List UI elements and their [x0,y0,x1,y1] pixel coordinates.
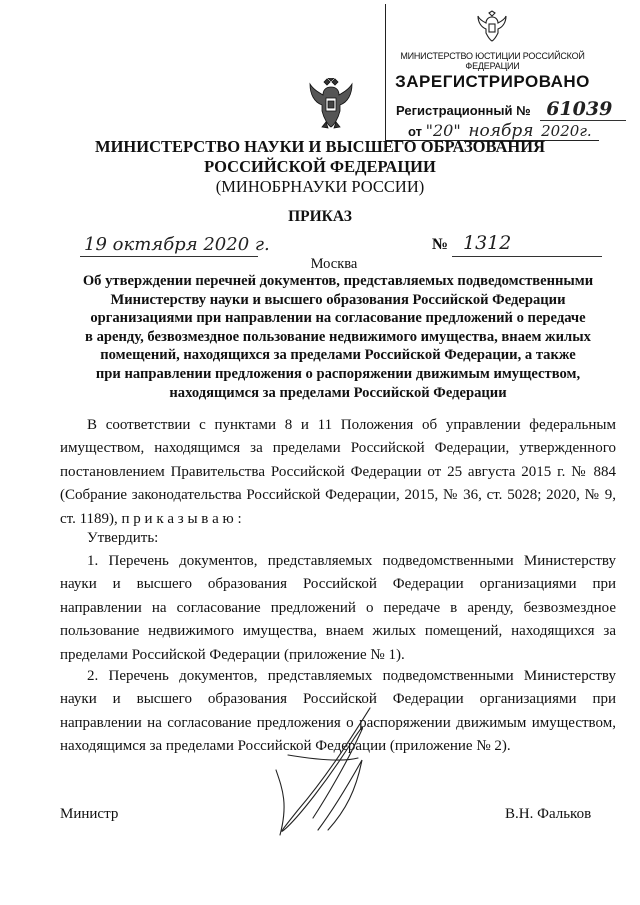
item-2-paragraph: 2. Перечень документов, представляемых подведомственными Министерству науки и высшего образования Российской Федерации организациями при направлении на согласование предложения о распоряжении движимым имуществом, находящимся за пределами Российской Федерации (приложение № 2). [60,668,616,755]
ministry-name-line2: РОССИЙСКОЙ ФЕДЕРАЦИИ [204,157,436,176]
title-line: организациями при направлении на согласование предложений о передаче [90,310,586,327]
document-type: ПРИКАЗ [288,208,352,225]
handwritten-signature [258,700,408,850]
item-1-paragraph: 1. Перечень документов, представляемых подведомственными Министерству науки и высшего образования Российской Федерации организациями при направлении на согласование предложений о передаче в аренду, безвозмездное пользование недвижимого имущества, внаем жилых помещений, находящихся за пределами Российской Федерации (приложение № 1). [60,553,616,663]
order-date: 19 октября 2020 г. [84,234,270,255]
title-line: Министерству науки и высшего образования Российской Федерации [110,291,566,308]
coat-of-arms-icon [307,78,355,134]
stamp-coat-of-arms-icon [476,10,508,44]
stamp-date-prefix: от [408,124,422,139]
title-line: Об утверждении перечней документов, представляемых подведомственными [82,273,594,289]
stamp-title: ЗАРЕГИСТРИРОВАНО [395,72,590,91]
ministry-name-line1: МИНИСТЕРСТВО НАУКИ И ВЫСШЕГО ОБРАЗОВАНИЯ [95,137,545,156]
order-title [60,272,616,402]
title-line: помещений, находящихся за пределами Российской Федерации, а также [100,347,576,364]
intro-paragraph: В соответствии с пунктами 8 и 11 Положения об управлении федеральным имуществом, находящимся за пределами Российской Федерации, утвержденного постановлением Правительства Российской Федерации от 25 августа 2015 г. № 884 (Собрание законодательства Российской Федерации, 2015, № 36, ст. 5028; 2020, № 9, ст. 1189), п р и к а з ы в а ю : [60,417,616,527]
registration-stamp [385,4,613,141]
approve-paragraph: Утвердить: [87,530,159,546]
stamp-date-month: ноября [464,121,537,142]
stamp-ministry-text: МИНИСТЕРСТВО ЮСТИЦИИ РОССИЙСКОЙ ФЕДЕРАЦИИ [400,51,585,71]
title-line: в аренду, безвозмездное пользование недвижимого имущества, внаем жилых [85,328,591,345]
title-line: при направлении предложения о распоряжении движимым имуществом, [95,365,581,382]
stamp-reg-label: Регистрационный № [396,103,531,118]
stamp-reg-number: 61039 [540,98,626,121]
title-line: находящимся за пределами Российской Федерации [169,384,507,401]
signature-position: Министр [60,806,119,822]
signature-name: В.Н. Фальков [505,806,592,822]
ministry-short-name: (МИНОБРНАУКИ РОССИИ) [215,177,425,196]
stamp-date-year: 2020г. [541,122,592,140]
stamp-date-day: "20" [425,121,461,140]
order-number: 1312 [463,232,512,254]
stamp-registration-line [396,98,626,120]
order-city: Москва [310,256,358,272]
order-number-label: № [432,236,449,253]
